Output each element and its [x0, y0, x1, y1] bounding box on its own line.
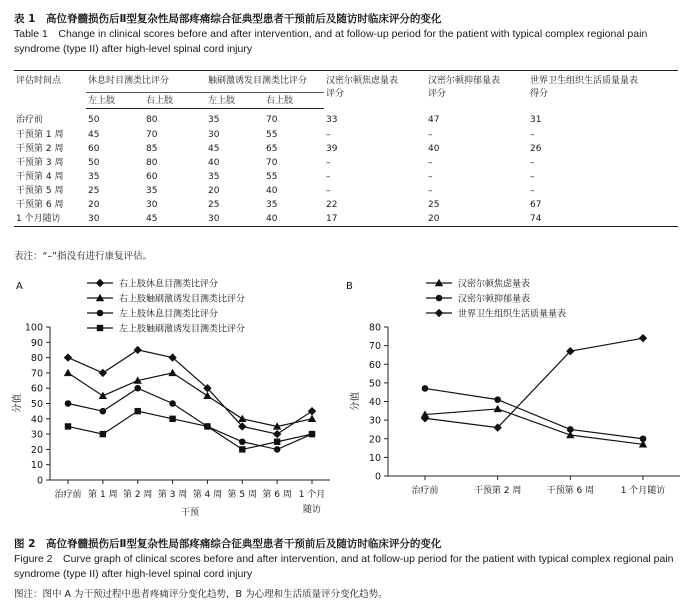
data-point — [639, 334, 647, 342]
cell-rest-left: 35 — [88, 172, 100, 182]
x-tick-label: 第 3 周 — [157, 490, 188, 500]
data-point — [274, 439, 280, 445]
chart-panel-a — [11, 278, 330, 519]
data-point — [64, 369, 72, 376]
y-tick-label: 40 — [368, 397, 381, 408]
x-tick-label: 第 6 周 — [262, 490, 292, 500]
legend-entry: 右上肢触刷激诱发目测类比评分 — [119, 294, 246, 305]
legend-entry: 汉密尔顿焦虑量表 — [458, 279, 531, 290]
chart-panel-b — [346, 278, 680, 497]
header-rest-left: 左上肢 — [86, 93, 144, 109]
header-induced-left: 左上肢 — [206, 93, 264, 109]
y-tick-label: 10 — [368, 452, 381, 464]
header-hamd-line2: 评分 — [428, 89, 447, 99]
data-point — [134, 385, 141, 392]
cell-whoqol: – — [530, 130, 535, 140]
cell-hama: 39 — [326, 144, 338, 154]
cell-ind-left: 30 — [206, 212, 264, 227]
y-axis-label: 分值 — [12, 393, 23, 414]
cell-whoqol: 31 — [530, 114, 542, 125]
cell-time: 1 个月随访 — [14, 212, 86, 227]
cell-rest-left: 60 — [88, 144, 100, 154]
cell-time: 干预第 5 周 — [16, 186, 64, 196]
x-tick-label: 第 5 周 — [227, 490, 258, 500]
cell-whoqol: – — [530, 158, 535, 168]
data-point — [238, 415, 246, 422]
y-tick-label: 60 — [30, 383, 43, 395]
table-caption-zh: 表 1 高位脊髓损伤后Ⅱ型复杂性局部疼痛综合征典型患者干预前后及随访时临床评分的变化 — [14, 13, 442, 25]
panel-label: B — [346, 281, 353, 292]
legend-marker — [436, 295, 443, 302]
data-point — [422, 385, 429, 392]
cell-rest-left: 30 — [86, 212, 144, 227]
cell-hama: – — [326, 130, 331, 140]
cell-time: 干预第 3 周 — [16, 158, 64, 168]
data-point — [204, 423, 210, 429]
cell-hama: 33 — [326, 114, 338, 125]
cell-rest-right: 80 — [146, 158, 158, 168]
series-1 — [422, 385, 647, 442]
cell-rest-left: 50 — [88, 115, 100, 125]
cell-hama: – — [326, 158, 331, 168]
cell-rest-right: 85 — [146, 144, 158, 154]
cell-whoqol: – — [530, 186, 535, 196]
x-tick-label: 第 2 周 — [122, 490, 153, 500]
legend-entry: 汉密尔顿抑郁量表 — [458, 294, 531, 305]
figure-note: 图注：图中 A 为干预过程中患者疼痛评分变化趋势，B 为心理和生活质量评分变化趋势。 — [14, 589, 388, 600]
header-hamd-line1: 汉密尔顿抑郁量表 — [428, 76, 501, 86]
cell-time: 干预第 6 周 — [16, 200, 64, 210]
cell-rest-right: 60 — [146, 172, 158, 182]
cell-rest-right: 80 — [146, 115, 158, 125]
series-0 — [421, 405, 647, 448]
cell-hamd: – — [428, 130, 433, 140]
data-point — [100, 408, 107, 415]
data-point — [203, 392, 211, 399]
x-tick-label: 第 4 周 — [192, 490, 223, 500]
y-tick-label: 60 — [368, 359, 381, 371]
data-point — [273, 430, 281, 438]
series-line — [68, 350, 312, 434]
y-tick-label: 10 — [30, 460, 43, 472]
data-point — [99, 369, 107, 377]
legend-marker — [97, 310, 104, 317]
cell-hama: 17 — [324, 212, 426, 227]
cell-ind-left: 25 — [208, 200, 220, 210]
cell-ind-right: 40 — [266, 186, 278, 196]
cell-ind-left: 45 — [208, 144, 220, 154]
header-whoqol-line2: 得分 — [530, 89, 549, 99]
x-tick-label: 第 1 周 — [88, 490, 118, 500]
cell-hama: 22 — [326, 200, 338, 210]
x-tick-label: 1 个月随访 — [620, 486, 666, 496]
data-point — [168, 369, 176, 376]
figure-caption-en: Figure 2 Curve graph of clinical scores before and after intervention, and at follow-up period for the patient with typical complex regional pain syndrome (type II) after high-level spinal cord injury — [14, 553, 674, 580]
cell-whoqol: 67 — [530, 200, 542, 210]
data-point — [65, 400, 72, 407]
cell-ind-right: 70 — [266, 115, 278, 125]
header-time: 评估时间点 — [14, 71, 86, 109]
data-point — [421, 414, 429, 422]
data-point — [100, 431, 106, 437]
y-tick-label: 20 — [368, 434, 381, 446]
y-tick-label: 50 — [368, 378, 381, 390]
y-tick-label: 0 — [374, 471, 381, 483]
x-tick-label: 干预第 2 周 — [473, 486, 522, 496]
data-point — [65, 423, 71, 429]
header-induced-vas: 触刷激诱发目测类比评分 — [206, 71, 324, 93]
data-point — [169, 400, 176, 407]
cell-hamd: 20 — [426, 212, 528, 227]
legend-entry: 左上肢休息目测类比评分 — [119, 309, 219, 320]
y-tick-label: 0 — [36, 475, 43, 487]
cell-time: 干预第 4 周 — [16, 172, 64, 182]
cell-ind-right: 40 — [264, 212, 324, 227]
cell-ind-left: 40 — [208, 158, 220, 168]
data-point — [239, 446, 245, 452]
figure-caption-zh: 图 2 高位脊髓损伤后Ⅱ型复杂性局部疼痛综合征典型患者干预前后及随访时临床评分的变化 — [14, 538, 442, 550]
header-whoqol-line1: 世界卫生组织生活质量量表 — [530, 76, 639, 86]
header-rest-right: 右上肢 — [144, 93, 206, 109]
data-point — [308, 415, 316, 422]
cell-ind-left: 35 — [208, 172, 220, 182]
data-point — [640, 435, 647, 442]
data-point — [493, 405, 501, 412]
y-tick-label: 30 — [368, 415, 381, 427]
header-rest-vas: 休息时目测类比评分 — [86, 71, 206, 93]
cell-time: 干预第 1 周 — [16, 130, 64, 140]
x-group-label: 干预 — [180, 508, 200, 518]
cell-ind-right: 70 — [266, 158, 278, 168]
header-hama-line2: 评分 — [326, 89, 345, 99]
y-tick-label: 100 — [24, 322, 43, 334]
cell-hamd: 25 — [428, 200, 440, 210]
table-note: 表注：“–”指没有进行康复评估。 — [14, 251, 153, 262]
x-tick-label: 干预第 6 周 — [546, 486, 595, 496]
data-point — [308, 407, 316, 415]
legend-marker — [97, 325, 103, 331]
data-point — [169, 416, 175, 422]
header-induced-right: 右上肢 — [264, 93, 324, 109]
data-point — [309, 431, 315, 437]
cell-hamd: 47 — [428, 114, 440, 125]
legend-entry: 右上肢休息目测类比评分 — [119, 279, 219, 290]
y-tick-label: 70 — [368, 341, 381, 353]
cell-rest-right: 30 — [146, 200, 158, 210]
cell-ind-right: 35 — [266, 200, 278, 210]
legend-entry: 左上肢触刷激诱发目测类比评分 — [119, 324, 246, 335]
cell-whoqol: 74 — [528, 212, 678, 227]
cell-rest-right: 70 — [146, 130, 158, 140]
cell-time: 治疗前 — [16, 114, 44, 125]
legend-marker — [96, 279, 104, 287]
cell-ind-right: 65 — [266, 144, 278, 154]
header-hama-line1: 汉密尔顿焦虑量表 — [326, 76, 399, 86]
cell-whoqol: 26 — [530, 144, 542, 154]
data-point — [64, 353, 72, 361]
data-point — [494, 396, 501, 403]
y-tick-label: 80 — [368, 322, 381, 334]
cell-hama: – — [326, 186, 331, 196]
y-tick-label: 40 — [30, 414, 43, 426]
cell-time: 干预第 2 周 — [16, 144, 64, 154]
x-tick-label: 治疗前 — [54, 490, 82, 500]
x-tick-sublabel: 随访 — [302, 505, 322, 515]
cell-rest-left: 50 — [88, 158, 100, 168]
cell-ind-right: 55 — [266, 172, 278, 182]
y-tick-label: 30 — [30, 429, 43, 441]
data-point — [567, 426, 574, 433]
cell-hama: – — [326, 172, 331, 182]
x-tick-label: 治疗前 — [411, 486, 439, 496]
series-line — [68, 373, 312, 427]
cell-rest-left: 25 — [88, 186, 100, 196]
cell-hamd: – — [428, 172, 433, 182]
series-1 — [64, 369, 316, 430]
cell-ind-left: 35 — [208, 115, 220, 125]
legend-marker — [435, 309, 443, 317]
data-point — [135, 408, 141, 414]
legend-entry: 世界卫生组织生活质量量表 — [458, 309, 567, 320]
panel-label: A — [16, 281, 23, 292]
series-line — [425, 388, 643, 438]
y-tick-label: 50 — [30, 399, 43, 410]
x-tick-label: 1 个月 — [298, 490, 326, 500]
y-tick-label: 90 — [30, 337, 43, 349]
cell-rest-right: 35 — [146, 186, 158, 196]
cell-hamd: 40 — [428, 144, 440, 154]
y-axis-label: 分值 — [350, 391, 361, 412]
cell-whoqol: – — [530, 172, 535, 182]
y-tick-label: 20 — [30, 444, 43, 456]
data-point — [274, 446, 281, 453]
cell-rest-right: 45 — [144, 212, 206, 227]
cell-rest-left: 20 — [88, 200, 100, 210]
y-tick-label: 70 — [30, 368, 43, 380]
series-2 — [421, 334, 647, 432]
data-point — [239, 438, 246, 445]
cell-ind-left: 20 — [208, 186, 220, 196]
cell-ind-left: 30 — [208, 130, 220, 140]
y-tick-label: 80 — [30, 353, 43, 365]
cell-ind-right: 55 — [266, 130, 278, 140]
cell-hamd: – — [428, 186, 433, 196]
data-point — [99, 392, 107, 399]
cell-rest-left: 45 — [88, 130, 100, 140]
cell-hamd: – — [428, 158, 433, 168]
table-caption-en: Table 1 Change in clinical scores before and after intervention, and at follow-up period for the patient with typical complex regional pain syndrome (type II) after high-level spinal cord injury — [14, 28, 648, 55]
data-point — [134, 346, 142, 354]
